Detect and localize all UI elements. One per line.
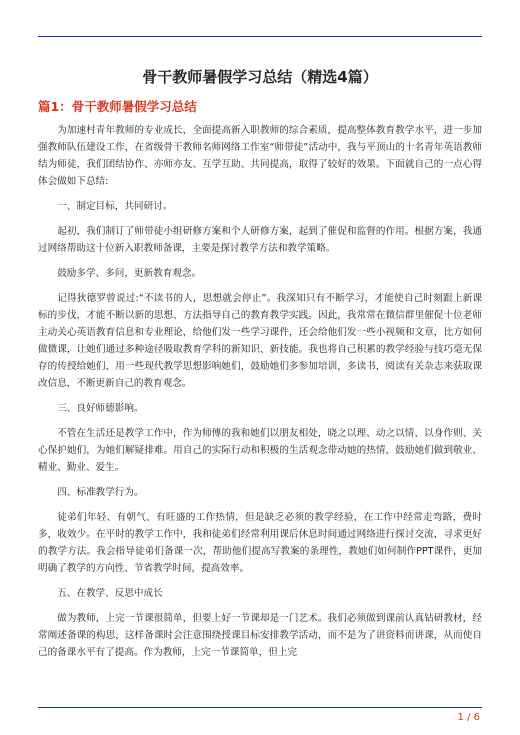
paragraph: 起初，我们制订了师带徒小组研修方案和个人研修方案，起到了催促和监督的作用。根据方案，我通过网络帮助这十位新入职教师备课，主要是探讨教学方法和教学策略。: [38, 226, 482, 254]
document-title: 骨干教师暑假学习总结（精选4篇）: [142, 68, 378, 86]
document-body: [38, 122, 482, 669]
section-heading: 鼓励多学、多问，更新教育观念。: [57, 268, 202, 279]
header-rule: [38, 36, 482, 37]
section-heading: 四、标准教学行为。: [57, 487, 144, 498]
paragraph: 做为教师，上完一节课很简单，但要上好一节课却是一门艺术。我们必须做到课前认真钻研教材，经常阐述备课的构思，这样备课时会注意围绕授课目标安排教学活动，而不是为了讲资料而讲课，从而使自己的备课水平有了提高。作为教师，上完一节课简单，但上完: [38, 613, 482, 658]
paragraph: 不管在生活还是教学工作中，作为师傅的我和她们以朋友相处，晓之以理、动之以情、以身作则、关心保护她们，为她们解疑排难。用自己的实际行动和积极的生活观念带动她的热情，鼓励她们做到敬业、精业、勤业、爱生。: [38, 428, 482, 473]
page-number: 1 / 6: [457, 712, 480, 723]
section-heading: 三、良好师德影响。: [57, 403, 144, 414]
paragraph: 徒弟们年轻、有朝气、有旺盛的工作热情，但是缺乏必须的教学经验，在工作中经常走弯路，费时多，收效少。在平时的教学工作中，我和徒弟们经常利用课后休息时间通过网络进行探讨交流，寻求更好的教学方法。我会指导徒弟们备课一次，帮助他们提高写教案的条理性，教她们如何制作PPT课件，更加明确了教学的方向性、节省教学时间，提高效率。: [38, 512, 482, 574]
footer-rule: [38, 707, 482, 708]
chapter-heading: 篇1：骨干教师暑假学习总结: [38, 99, 197, 114]
paragraph: 记得狄德罗曾说过:“不读书的人，思想就会停止”。我深知只有不断学习，才能使自己时刻跟上新课标的步伐，才能不断以新的思想、方法指导自己的教育教学实践。因此，我常常在微信群里催促十位老师主动关心英语教育信息和专业理论，给他们发一些学习课件，还会给他们发一些小视频和文章，比方如何做微课，让她们通过多种途径吸取教育学科的新知识、新技能。我也将自己积累的教学经验与技巧毫无保存的传授给她们，用一些现代教学思想影响她们，鼓励她们多参加培训，多读书，阅读有关杂志来获取课改信息，不断更新自己的教育观念。: [38, 293, 482, 389]
section-heading: 五、在教学、反思中成长: [57, 588, 163, 599]
section-heading: 一、制定目标，共同研讨。: [57, 201, 173, 212]
paragraph: 为加速村青年教师的专业成长，全面提高新入职教师的综合素质，提高整体教育教学水平，进一步加强教师队伍建设工作，在省级骨干教师名师网络工作室“师带徒”活动中，我与平顶山的十名青年英语教师结为师徒，我们团结协作、亦师亦友、互学互助、共同提高，取得了较好的效果。下面就自己的一点心得体会做如下总结:: [38, 125, 482, 187]
